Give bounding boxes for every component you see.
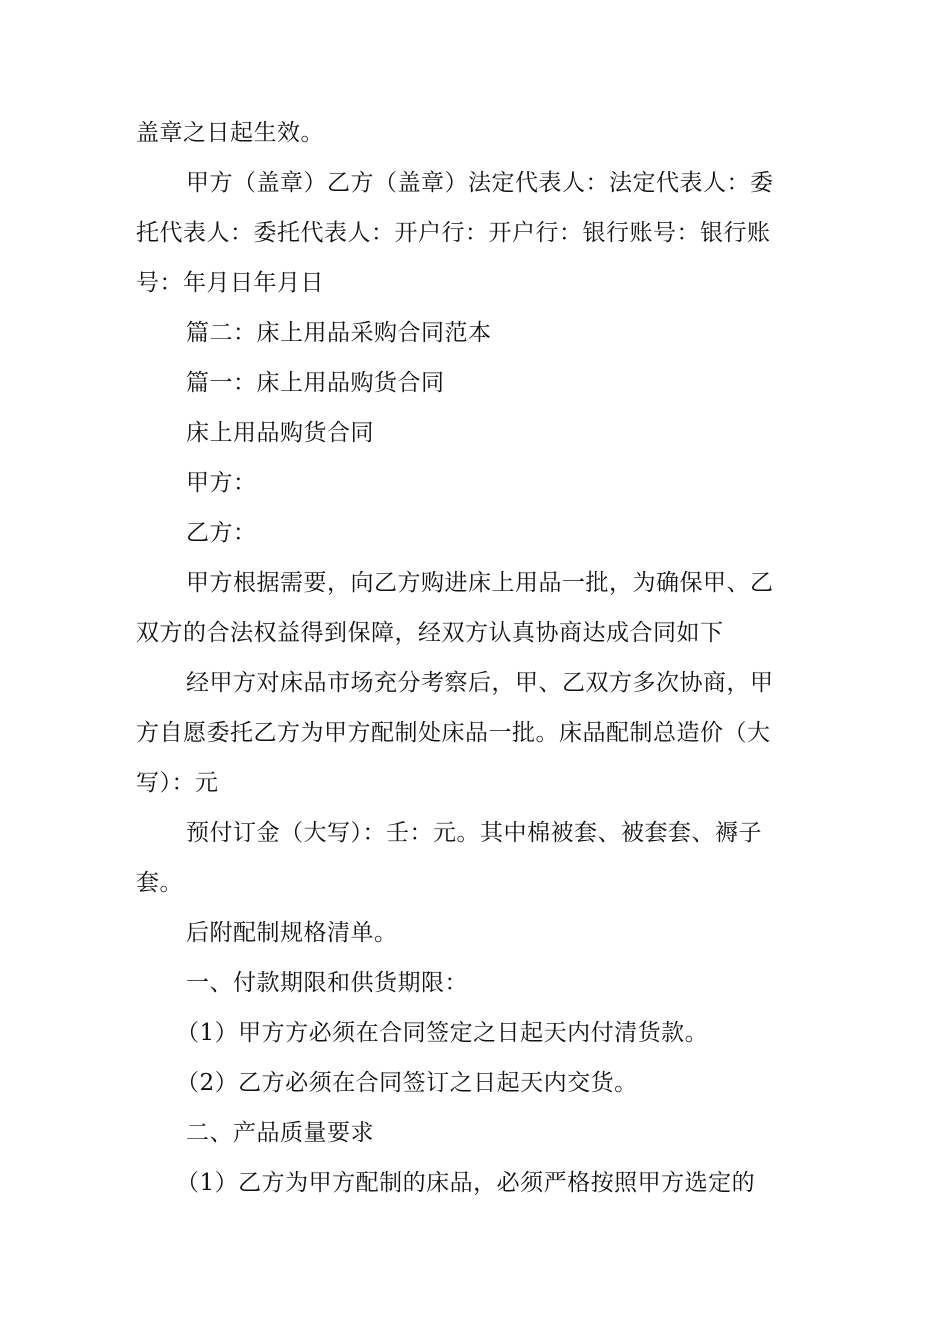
text-line: 双方的合法权益得到保障，经双方认真协商达成合同如下 xyxy=(136,620,724,646)
text-line: 甲方： xyxy=(186,470,257,496)
text-line: 方自愿委托乙方为甲方配制处床品一批。床品配制总造价（大 xyxy=(136,720,771,746)
text-line: 篇二：床上用品采购合同范本 xyxy=(186,320,492,346)
text-line: 托代表人：委托代表人：开户行：开户行：银行账号：银行账 xyxy=(136,220,771,246)
text-line: 床上用品购货合同 xyxy=(186,420,374,446)
text-line: 后附配制规格清单。 xyxy=(186,920,398,946)
text-line: 二、产品质量要求 xyxy=(186,1120,374,1146)
text-line: （1）乙方为甲方配制的床品，必须严格按照甲方选定的 xyxy=(176,1170,756,1196)
text-line: 预付订金（大写）：壬：元。其中棉被套、被套套、褥子 xyxy=(186,820,762,846)
text-line: 经甲方对床品市场充分考察后，甲、乙双方多次协商，甲 xyxy=(186,670,774,696)
text-line: 盖章之日起生效。 xyxy=(136,120,324,146)
text-line: 乙方： xyxy=(186,520,257,546)
text-line: （2）乙方必须在合同签订之日起天内交货。 xyxy=(176,1070,638,1096)
text-line: 甲方根据需要，向乙方购进床上用品一批，为确保甲、乙 xyxy=(186,570,774,596)
text-line: 一、付款期限和供货期限： xyxy=(186,970,468,996)
text-line: 甲方（盖章）乙方（盖章）法定代表人：法定代表人：委 xyxy=(186,170,774,196)
text-line: 篇一：床上用品购货合同 xyxy=(186,370,445,396)
text-line: （1）甲方方必须在合同签定之日起天内付清货款。 xyxy=(176,1020,709,1046)
text-line: 套。 xyxy=(136,870,183,896)
text-line: 号：年月日年月日 xyxy=(136,270,324,296)
text-line: 写）：元 xyxy=(136,770,219,796)
